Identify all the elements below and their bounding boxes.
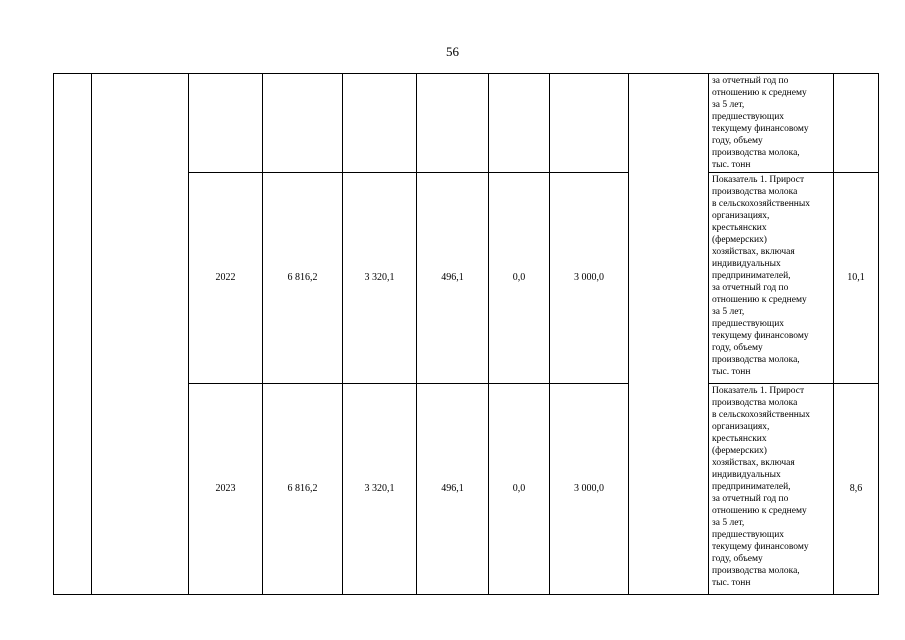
budget-table (53, 73, 879, 595)
indicator-text: за отчетный год по отношению к среднему за 5 лет, предшествующих текущему финансовому году, объему производства молока, тыс. тонн (709, 74, 834, 173)
year-cell: 2023 (189, 384, 263, 595)
indicator-text: Показатель 1. Прирост производства молока в сельскохозяйственных организациях, крестьянских (фермерских) хозяйствах, включая индивидуальных предпринимателей, за отчетный год по отношению к среднему за 5 лет, предшествующих текущему финансовому году, объему производства молока, тыс. тонн (709, 384, 834, 595)
table-row (54, 74, 879, 173)
empty-cell (489, 74, 550, 173)
value-cell: 3 000,0 (550, 384, 629, 595)
empty-cell (629, 74, 709, 595)
value-cell: 3 320,1 (343, 384, 417, 595)
page-number: 56 (446, 44, 459, 59)
empty-cell (550, 74, 629, 173)
value-cell: 3 000,0 (550, 173, 629, 384)
empty-cell (834, 74, 879, 173)
indicator-text: Показатель 1. Прирост производства молока в сельскохозяйственных организациях, крестьянских (фермерских) хозяйствах, включая индивидуальных предпринимателей, за отчетный год по отношению к среднему за 5 лет, предшествующих текущему финансовому году, объему производства молока, тыс. тонн (709, 173, 834, 384)
indicator-value: 8,6 (834, 384, 879, 595)
value-cell: 0,0 (489, 384, 550, 595)
empty-cell (343, 74, 417, 173)
empty-cell (92, 74, 189, 595)
year-cell: 2022 (189, 173, 263, 384)
empty-cell (189, 74, 263, 173)
value-cell: 496,1 (417, 173, 489, 384)
indicator-value: 10,1 (834, 173, 879, 384)
empty-cell (417, 74, 489, 173)
value-cell: 6 816,2 (263, 384, 343, 595)
value-cell: 3 320,1 (343, 173, 417, 384)
value-cell: 0,0 (489, 173, 550, 384)
value-cell: 6 816,2 (263, 173, 343, 384)
empty-cell (263, 74, 343, 173)
value-cell: 496,1 (417, 384, 489, 595)
empty-cell (54, 74, 92, 595)
